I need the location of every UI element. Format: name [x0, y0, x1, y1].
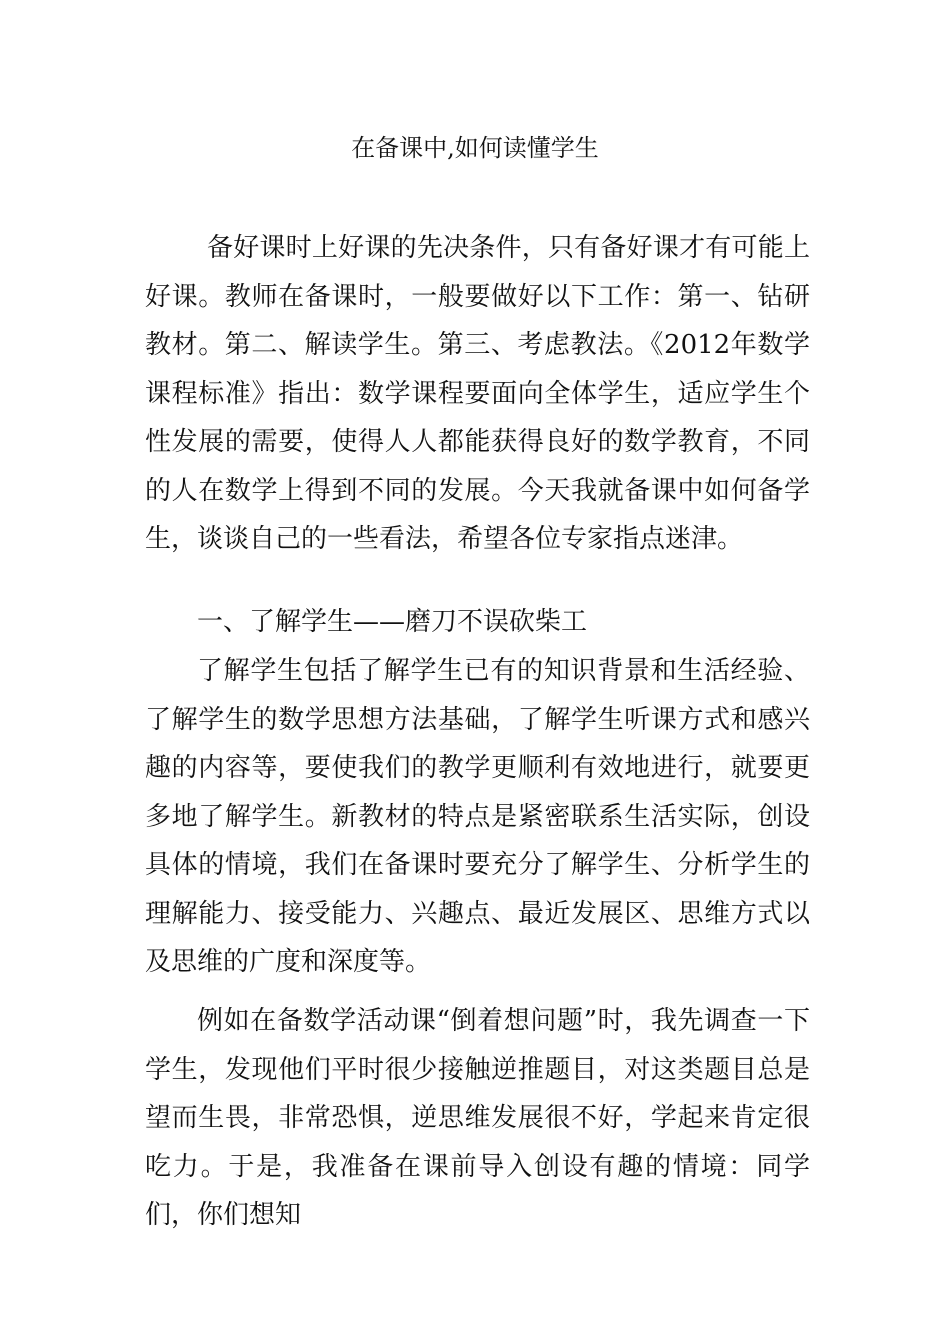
section-heading: 一、了解学生——磨刀不误砍柴工	[197, 607, 588, 637]
document-title: 在备课中,如何读懂学生	[351, 134, 599, 162]
body-paragraph: 了解学生包括了解学生已有的知识背景和生活经验、了解学生的数学思想方法基础，了解学生听课方式和感兴趣的内容等，要使我们的教学更顺利有效地进行，就要更多地了解学生。新教材的特点是紧密联系生活实际，创设具体的情境，我们在备课时要充分了解学生、分析学生的理解能力、接受能力、兴趣点、最近发展区、思维方式以及思维的广度和深度等。	[145, 656, 810, 977]
intro-paragraph: 备好课时上好课的先决条件，只有备好课才有可能上好课。教师在备课时，一般要做好以下工作：第一、钻研教材。第二、解读学生。第三、考虑教法。《2012年数学课程标准》指出：数学课程要面向全体学生，适应学生个性发展的需要，使得人人都能获得良好的数学教育，不同的人在数学上得到不同的发展。今天我就备课中如何备学生，谈谈自己的一些看法，希望各位专家指点迷津。	[145, 233, 810, 554]
body-paragraph: 例如在备数学活动课“倒着想问题”时，我先调查一下学生，发现他们平时很少接触逆推题目，对这类题目总是望而生畏，非常恐惧，逆思维发展很不好，学起来肯定很吃力。于是，我准备在课前导入创设有趣的情境：同学们，你们想知	[145, 1006, 810, 1230]
